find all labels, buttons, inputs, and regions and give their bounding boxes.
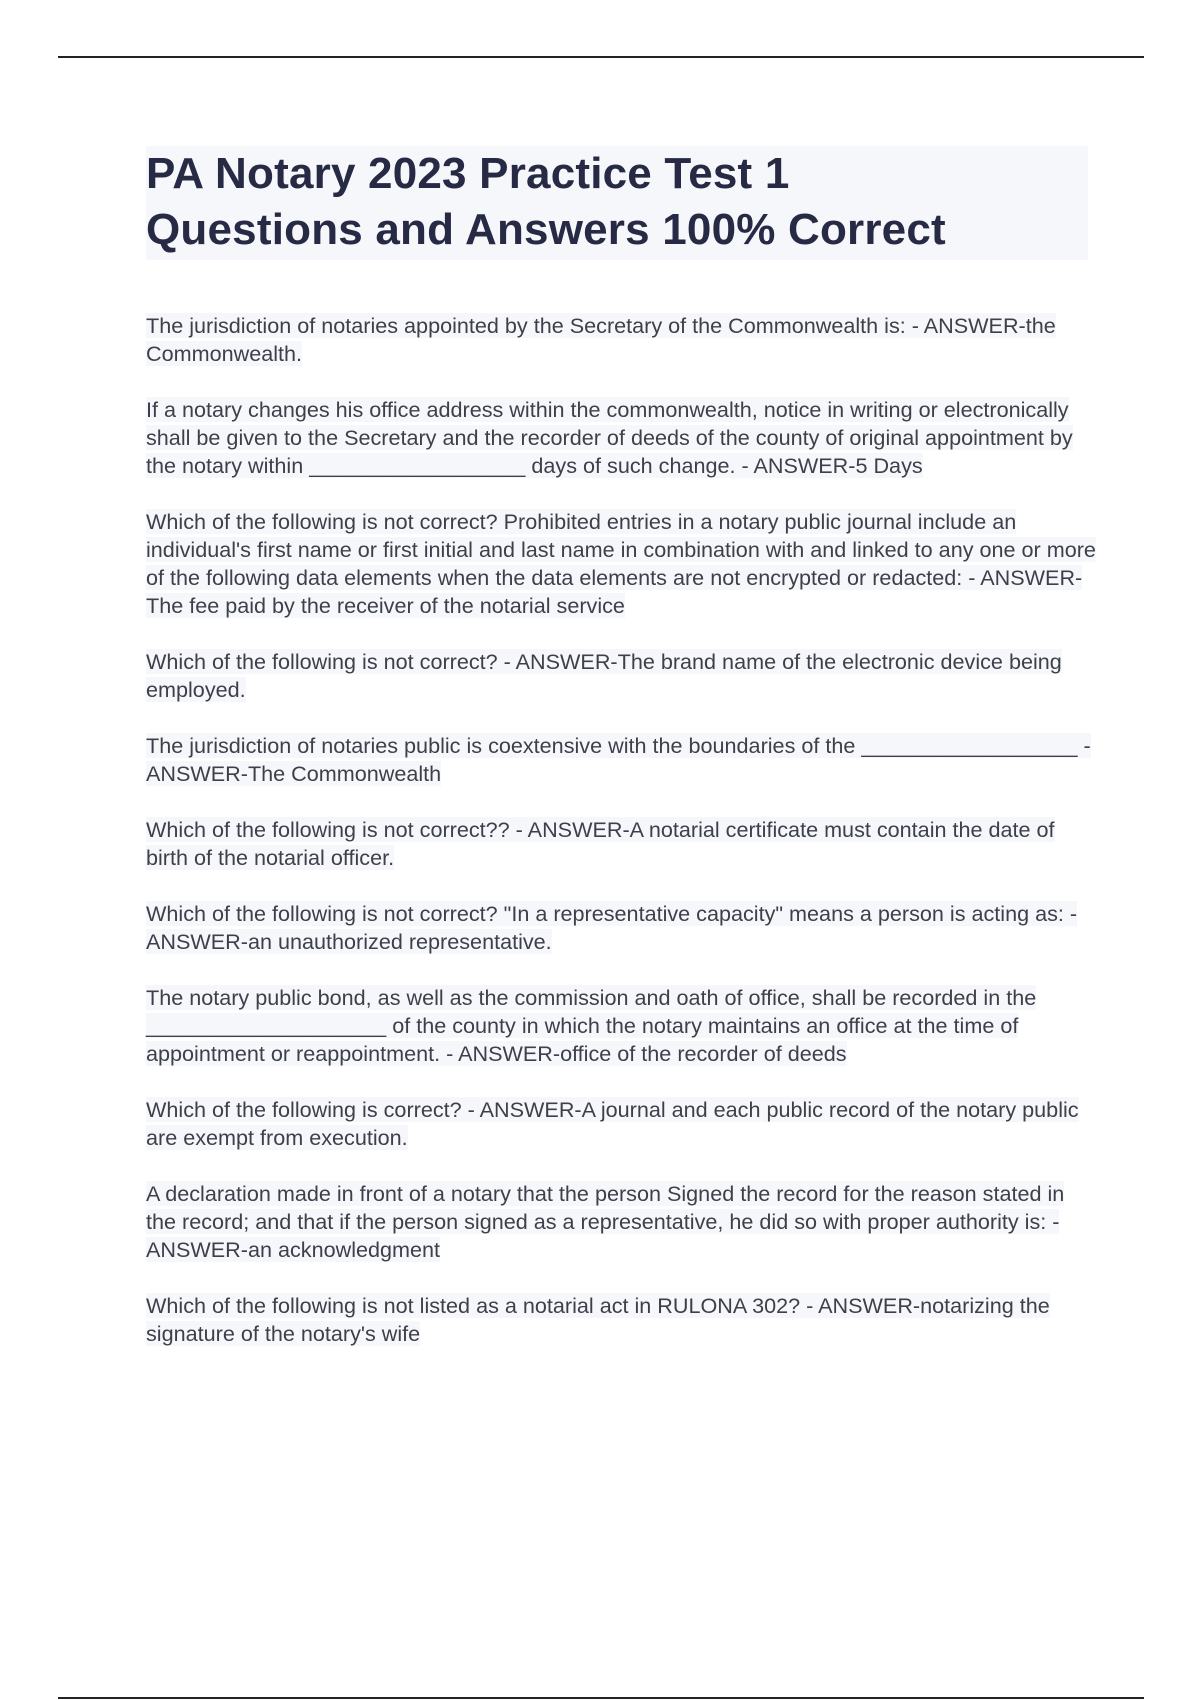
qa-text: Which of the following is not correct?? - ANSWER-A notarial certificate must contain the date of birth of the notarial officer. — [146, 817, 1055, 870]
qa-text: Which of the following is correct? - ANSWER-A journal and each public record of the notary public are exempt from execution. — [146, 1097, 1079, 1150]
qa-item-8 — [146, 984, 1096, 1068]
qa-text: If a notary changes his office address within the commonwealth, notice in writing or electronically shall be given to the Secretary and the recorder of deeds of the county of original appointment by the notary within __________________ days of such change. - ANSWER-5 Days — [146, 397, 1073, 478]
qa-text: Which of the following is not correct? - ANSWER-The brand name of the electronic device being employed. — [146, 649, 1062, 702]
qa-item-3 — [146, 508, 1096, 620]
qa-item-10 — [146, 1180, 1096, 1264]
qa-item-1 — [146, 312, 1096, 368]
qa-text: The jurisdiction of notaries public is coextensive with the boundaries of the __________________ - ANSWER-The Commonwealth — [146, 733, 1091, 786]
qa-text: The notary public bond, as well as the commission and oath of office, shall be recorded in the ____________________ of the county in which the notary maintains an office at the time of appointment or reappointment. - ANSWER-office of the recorder of deeds — [146, 985, 1037, 1066]
qa-text: Which of the following is not correct? Prohibited entries in a notary public journal include an individual's first name or first initial and last name in combination with and linked to any one or more of the following data elements when the data elements are not encrypted or redacted: - ANSWER-The fee paid by the receiver of the notarial service — [146, 509, 1096, 618]
qa-item-5 — [146, 732, 1096, 788]
qa-item-9 — [146, 1096, 1096, 1152]
qa-text: The jurisdiction of notaries appointed by the Secretary of the Commonwealth is: - ANSWER-the Commonwealth. — [146, 313, 1056, 366]
title-line-2: Questions and Answers 100% Correct — [146, 205, 946, 254]
qa-item-2 — [146, 396, 1096, 480]
title-block — [146, 146, 1088, 260]
question-answer-list — [146, 312, 1096, 1376]
qa-text: Which of the following is not correct? "In a representative capacity" means a person is acting as: - ANSWER-an unauthorized representative. — [146, 901, 1078, 954]
top-divider — [58, 56, 1144, 58]
qa-item-7 — [146, 900, 1096, 956]
qa-item-6 — [146, 816, 1096, 872]
qa-item-4 — [146, 648, 1096, 704]
document-title — [146, 146, 1088, 258]
qa-item-11 — [146, 1292, 1096, 1348]
qa-text: A declaration made in front of a notary that the person Signed the record for the reason stated in the record; and that if the person signed as a representative, he did so with proper authority is: - ANSWER-an acknowledgment — [146, 1181, 1065, 1262]
bottom-divider — [58, 1697, 1144, 1699]
qa-text: Which of the following is not listed as a notarial act in RULONA 302? - ANSWER-notarizing the signature of the notary's wife — [146, 1293, 1050, 1346]
title-line-1: PA Notary 2023 Practice Test 1 — [146, 149, 790, 198]
